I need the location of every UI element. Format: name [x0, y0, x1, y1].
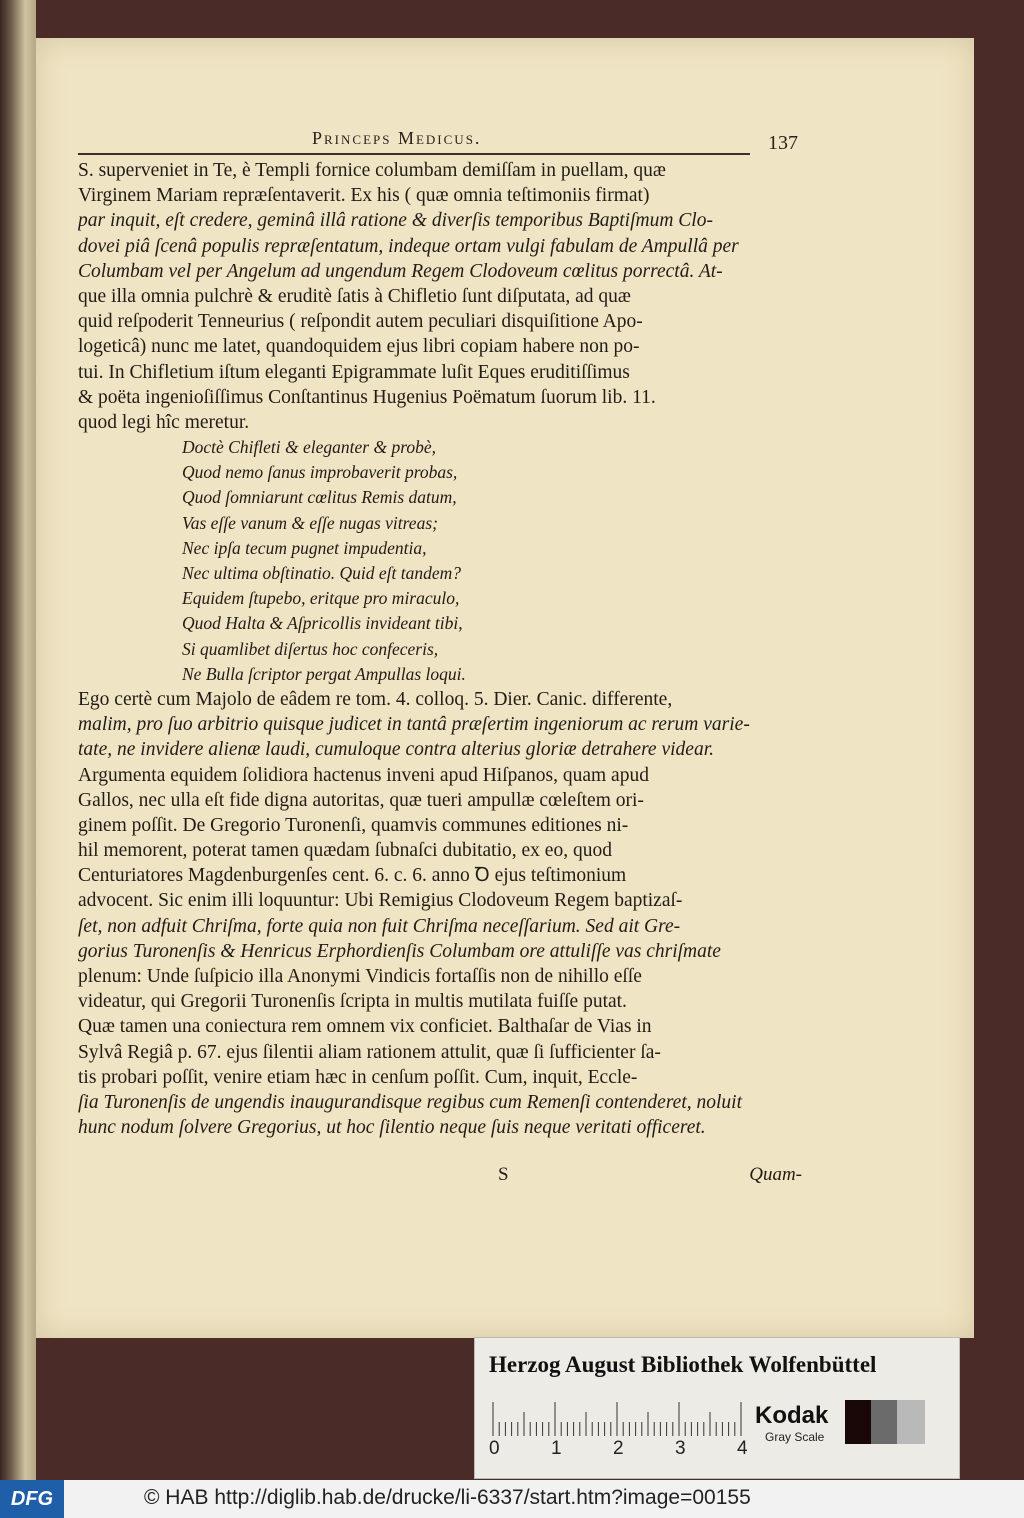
text-line: gorius Turonenſis & Henricus Erphordienſis Columbam ore attuliſſe vas chriſmate: [78, 940, 721, 962]
text-line: par inquit, eſt credere, geminâ illâ ratione & diverſis temporibus Baptiſmum Clo-: [78, 210, 713, 232]
gray-swatch: [845, 1400, 871, 1444]
body-text: [78, 158, 802, 1140]
text-line: S. superveniet in Te, è Templi fornice columbam demiſſam in puellam, quæ: [78, 160, 666, 181]
text-line: ginem poſſit. De Gregorio Turonenſi, quamvis communes editiones ni-: [78, 814, 629, 836]
gray-scale-label: Gray Scale: [765, 1430, 825, 1444]
poem-line: Ne Bulla ſcriptor pergat Ampullas loqui.: [182, 663, 466, 684]
text-line: plenum: Unde ſuſpicio illa Anonymi Vindicis fortaſſis non de nihillo eſſe: [78, 966, 642, 987]
library-name: Herzog August Bibliothek Wolfenbüttel: [489, 1352, 877, 1377]
text-line: Sylvâ Regiâ p. 67. ejus ſilentii aliam rationem attulit, quæ ſi ſufficienter ſa-: [78, 1041, 661, 1063]
poem-line: Nec ultima obſtinatio. Quid eſt tandem?: [182, 563, 462, 583]
poem-line: Quod ſomniarunt cœlitus Remis datum,: [182, 487, 457, 508]
text-line: tui. In Chifletium iſtum eleganti Epigrammate luſit Eques eruditiſſimus: [78, 361, 630, 383]
ruler-number: 1: [551, 1438, 562, 1459]
copyright-link[interactable]: © HAB http://diglib.hab.de/drucke/li-6337/start.htm?image=00155: [144, 1486, 751, 1509]
text-line: Quæ tamen una coniectura rem omnem vix conficiet. Balthaſar de Vias in: [78, 1016, 652, 1038]
gray-swatch: [897, 1400, 925, 1444]
gray-swatches: [845, 1400, 935, 1444]
ruler-number: 2: [613, 1438, 624, 1459]
kodak-logo: Kodak: [755, 1402, 829, 1429]
dfg-logo[interactable]: DFG: [0, 1480, 64, 1518]
viewer-footer-bar: [0, 1480, 1024, 1518]
poem-line: Nec ipſa tecum pugnet impudentia,: [182, 537, 427, 558]
text-line: hil memorent, poterat tamen quædam ſubnaſci dubitatio, ex eo, quod: [78, 840, 612, 862]
header-rule: [78, 153, 750, 155]
poem-line: Quod Halta & Aſpricollis invideant tibi,: [182, 613, 463, 634]
text-line: ſet, non adfuit Chriſma, forte quia non fuit Chriſma neceſſarium. Sed ait Gre-: [78, 915, 681, 937]
running-header: [78, 128, 798, 156]
ruler-ticks: [489, 1400, 747, 1436]
poem-line: Doctè Chifleti & eleganter & probè,: [182, 437, 437, 458]
text-line: Virginem Mariam repræſentaverit. Ex his ( quæ omnia teſtimoniis firmat): [78, 185, 650, 207]
book-spine-edge: [0, 0, 36, 1480]
text-line: dovei piâ ſcenâ populis repræſentatum, indeque ortam vulgi fabulam de Ampullâ per: [78, 235, 739, 257]
text-line: ſia Turonenſis de ungendis inaugurandisque regibus cum Remenſi contenderet, noluit: [78, 1091, 743, 1113]
text-line: videatur, qui Gregorii Turonenſis ſcripta in multis mutilata fuiſſe putat.: [78, 991, 627, 1013]
text-line: Ego certè cum Majolo de eâdem re tom. 4. colloq. 5. Dier. Canic. differente,: [78, 688, 673, 710]
library-scale-card: [474, 1337, 960, 1479]
signature-mark: S: [498, 1164, 509, 1185]
text-line: quod legi hîc meretur.: [78, 411, 250, 433]
catchword: Quam-: [749, 1164, 802, 1185]
poem-line: Vas eſſe vanum & eſſe nugas vitreas;: [182, 512, 438, 533]
page-number: 137: [768, 132, 798, 154]
text-line: hunc nodum ſolvere Gregorius, ut hoc ſilentio neque ſuis neque veritati officeret.: [78, 1117, 706, 1139]
ruler-number: 3: [675, 1438, 686, 1459]
ruler-number: 0: [489, 1438, 500, 1459]
ruler: [489, 1400, 747, 1436]
text-line: Centuriatores Magdenburgenſes cent. 6. c. 6. anno Ꝺ ejus teſtimonium: [78, 865, 627, 887]
text-line: quid reſpoderit Tenneurius ( reſpondit autem peculiari disquiſitione Apo-: [78, 311, 643, 333]
poem-line: Quod nemo ſanus improbaverit probas,: [182, 462, 458, 483]
page-footer: [78, 1164, 802, 1190]
running-title: Princeps Medicus.: [312, 128, 482, 148]
text-line: Gallos, nec ulla eſt fide digna autoritas, quæ tueri ampullæ cœleſtem ori-: [78, 789, 644, 811]
text-line: & poëta ingenioſiſſimus Conſtantinus Hugenius Poëmatum ſuorum lib. 11.: [78, 386, 656, 408]
text-line: que illa omnia pulchrè & eruditè ſatis à Chifletio ſunt diſputata, ad quæ: [78, 285, 631, 307]
text-line: logeticâ) nunc me latet, quandoquidem ejus libri copiam habere non po-: [78, 336, 640, 358]
poem-line: Equidem ſtupebo, eritque pro miraculo,: [182, 588, 460, 609]
text-line: Columbam vel per Angelum ad ungendum Regem Clodoveum cœlitus porrectâ. At-: [78, 260, 723, 282]
poem-line: Si quamlibet diſertus hoc confeceris,: [182, 638, 439, 659]
text-line: tate, ne invidere alienæ laudi, cumuloque contra alterius gloriæ detrahere videar.: [78, 739, 714, 761]
ruler-numbers: [489, 1438, 769, 1462]
text-line: tis probari poſſit, venire etiam hæc in cenſum poſſit. Cum, inquit, Eccle-: [78, 1066, 638, 1088]
ruler-number: 4: [737, 1438, 748, 1459]
text-line: malim, pro ſuo arbitrio quisque judicet in tantâ præſertim ingeniorum ac rerum varie-: [78, 714, 750, 736]
gray-swatch: [871, 1400, 897, 1444]
text-line: Argumenta equidem ſolidiora hactenus inveni apud Hiſpanos, quam apud: [78, 764, 649, 786]
text-line: advocent. Sic enim illi loquuntur: Ubi Remigius Clodoveum Regem baptizaſ-: [78, 890, 683, 912]
